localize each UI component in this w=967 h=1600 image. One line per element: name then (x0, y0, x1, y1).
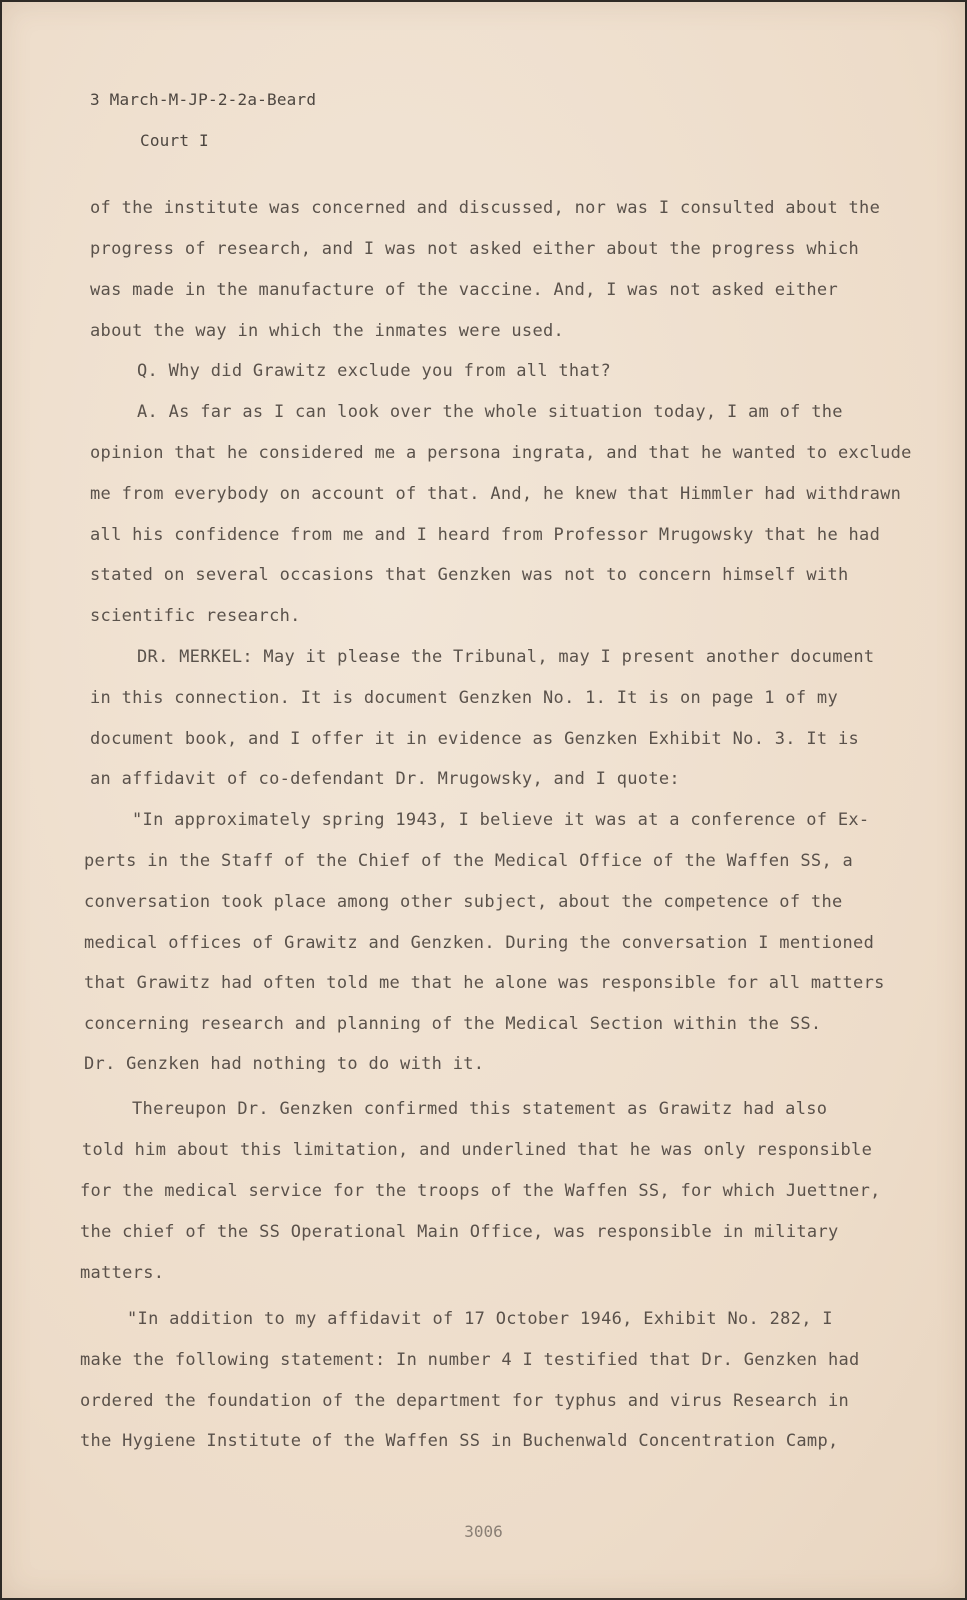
transcript-line: Dr. Genzken had nothing to do with it. (84, 1054, 485, 1074)
transcript-line: make the following statement: In number 4 I testified that Dr. Genzken had (80, 1350, 860, 1370)
transcript-line: opinion that he considered me a persona ingrata, and that he wanted to exclude (90, 443, 912, 463)
transcript-line: in this connection. It is document Genzken No. 1. It is on page 1 of my (90, 688, 838, 708)
transcript-line: conversation took place among other subject, about the competence of the (84, 892, 843, 912)
transcript-line: matters. (80, 1263, 165, 1283)
transcript-line: Thereupon Dr. Genzken confirmed this statement as Grawitz had also (132, 1099, 828, 1119)
transcript-line: A. As far as I can look over the whole situation today, I am of the (137, 402, 843, 422)
transcript-line: was made in the manufacture of the vaccine. And, I was not asked either (90, 280, 838, 300)
transcript-line: told him about this limitation, and underlined that he was only responsible (82, 1140, 873, 1160)
transcript-line: "In addition to my affidavit of 17 October 1946, Exhibit No. 282, I (127, 1309, 833, 1329)
transcript-line: an affidavit of co-defendant Dr. Mrugowsky, and I quote: (90, 769, 680, 789)
transcript-line: about the way in which the inmates were used. (90, 321, 565, 341)
page-number: 3006 (464, 1522, 503, 1541)
transcript-line: of the institute was concerned and discussed, nor was I consulted about the (90, 198, 881, 218)
transcript-line: scientific research. (90, 606, 301, 626)
document-reference: 3 March-M-JP-2-2a-Beard (90, 90, 317, 109)
transcript-line: progress of research, and I was not asked either about the progress which (90, 239, 860, 259)
transcript-line: me from everybody on account of that. And, he knew that Himmler had withdrawn (90, 484, 902, 504)
transcript-line: medical offices of Grawitz and Genzken. During the conversation I mentioned (84, 933, 875, 953)
transcript-line: document book, and I offer it in evidence as Genzken Exhibit No. 3. It is (90, 729, 860, 749)
transcript-line: concerning research and planning of the Medical Section within the SS. (84, 1014, 822, 1034)
document-page (2, 2, 965, 1598)
transcript-line: for the medical service for the troops of the Waffen SS, for which Juettner, (80, 1181, 881, 1201)
transcript-line: ordered the foundation of the department for typhus and virus Research in (80, 1391, 850, 1411)
transcript-line: that Grawitz had often told me that he alone was responsible for all matters (84, 973, 885, 993)
transcript-line: "In approximately spring 1943, I believe it was at a conference of Ex- (132, 810, 870, 830)
transcript-line: Q. Why did Grawitz exclude you from all that? (137, 361, 612, 381)
transcript-line: all his confidence from me and I heard from Professor Mrugowsky that he had (90, 525, 881, 545)
transcript-line: stated on several occasions that Genzken was not to concern himself with (90, 565, 849, 585)
transcript-line: DR. MERKEL: May it please the Tribunal, may I present another document (137, 647, 875, 667)
court-label: Court I (140, 131, 209, 150)
transcript-line: the chief of the SS Operational Main Office, was responsible in military (80, 1222, 839, 1242)
transcript-line: the Hygiene Institute of the Waffen SS in Buchenwald Concentration Camp, (80, 1431, 839, 1451)
transcript-line: perts in the Staff of the Chief of the Medical Office of the Waffen SS, a (84, 851, 854, 871)
